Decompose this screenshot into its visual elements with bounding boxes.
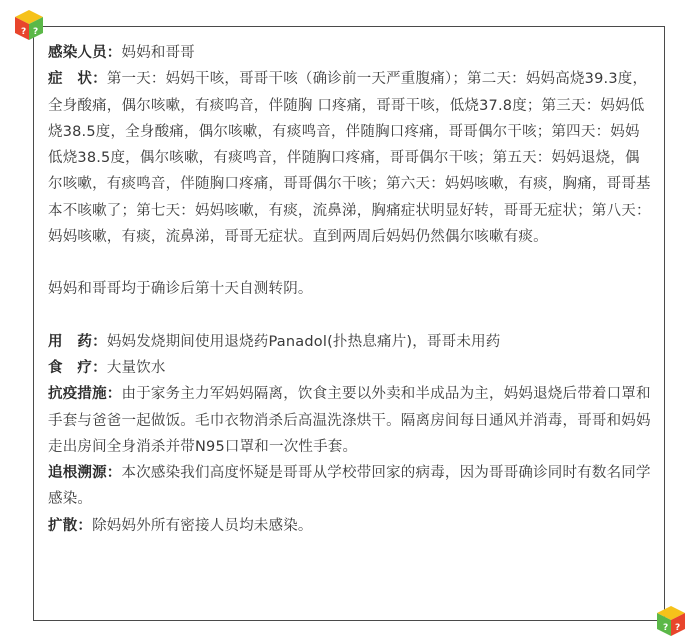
diet-therapy: 食 疗：大量饮水 [48,359,166,376]
svg-text:?: ? [33,27,39,37]
symptoms: 症 状：第一天：妈妈干咳，哥哥干咳（确诊前一天严重腹痛）；第二天：妈妈高烧39.3度，全身酸痛，偶尔咳嗽，有痰呜音，伴随胸 口疼痛，哥哥干咳，低烧37.8度；第三天：妈妈低烧38.5度，全身酸痛，偶尔咳嗽，有痰鸣音，伴随胸口疼痛，哥哥偶尔干咳；第四天：妈妈低烧38.5度，偶尔咳嗽，有痰鸣音，伴随胸口疼痛，哥哥偶尔干咳；第五天：妈妈退烧，偶尔咳嗽，有痰鸣音，伴随胸口疼痛，哥哥偶尔干咳；第六天：妈妈咳嗽，有痰，胸痛，哥哥基本不咳嗽了；第七天：妈妈咳嗽，有痰，流鼻涕，胸痛症状明显好转，哥哥无症状；第八天：妈妈咳嗽，有痰，流鼻涕，哥哥无症状。直到两周后妈妈仍然偶尔咳嗽有痰。 [48,71,651,246]
prevention-measures: 抗疫措施：由于家务主力军妈妈隔离，饮食主要以外卖和半成品为主，妈妈退烧后带着口罩和手套与爸爸一起做饭。毛巾衣物消杀后高温洗涤烘干。隔离房间每日通风并消毒，哥哥和妈妈走出房间全身消杀并带N95口罩和一次性手套。 [48,386,651,455]
spread: 扩散：除妈妈外所有密接人员均未感染。 [48,517,313,534]
medication: 用 药：妈妈发烧期间使用退烧药Panadol(扑热息痛片)，哥哥未用药 [48,333,501,350]
infected-persons: 感染人员：妈妈和哥哥 [48,45,195,61]
negative-test-note: 妈妈和哥哥均于确诊后第十天自测转阴。 [48,281,313,298]
source-tracing: 追根溯源：本次感染我们高度怀疑是哥哥从学校带回家的病毒，因为哥哥确诊同时有数名同学感染。 [48,465,651,508]
question-cube-icon [12,8,46,42]
article-body [48,40,654,539]
question-cube-icon [654,604,688,638]
svg-text:?: ? [663,623,669,633]
svg-text:?: ? [675,623,681,633]
svg-text:?: ? [21,27,27,37]
